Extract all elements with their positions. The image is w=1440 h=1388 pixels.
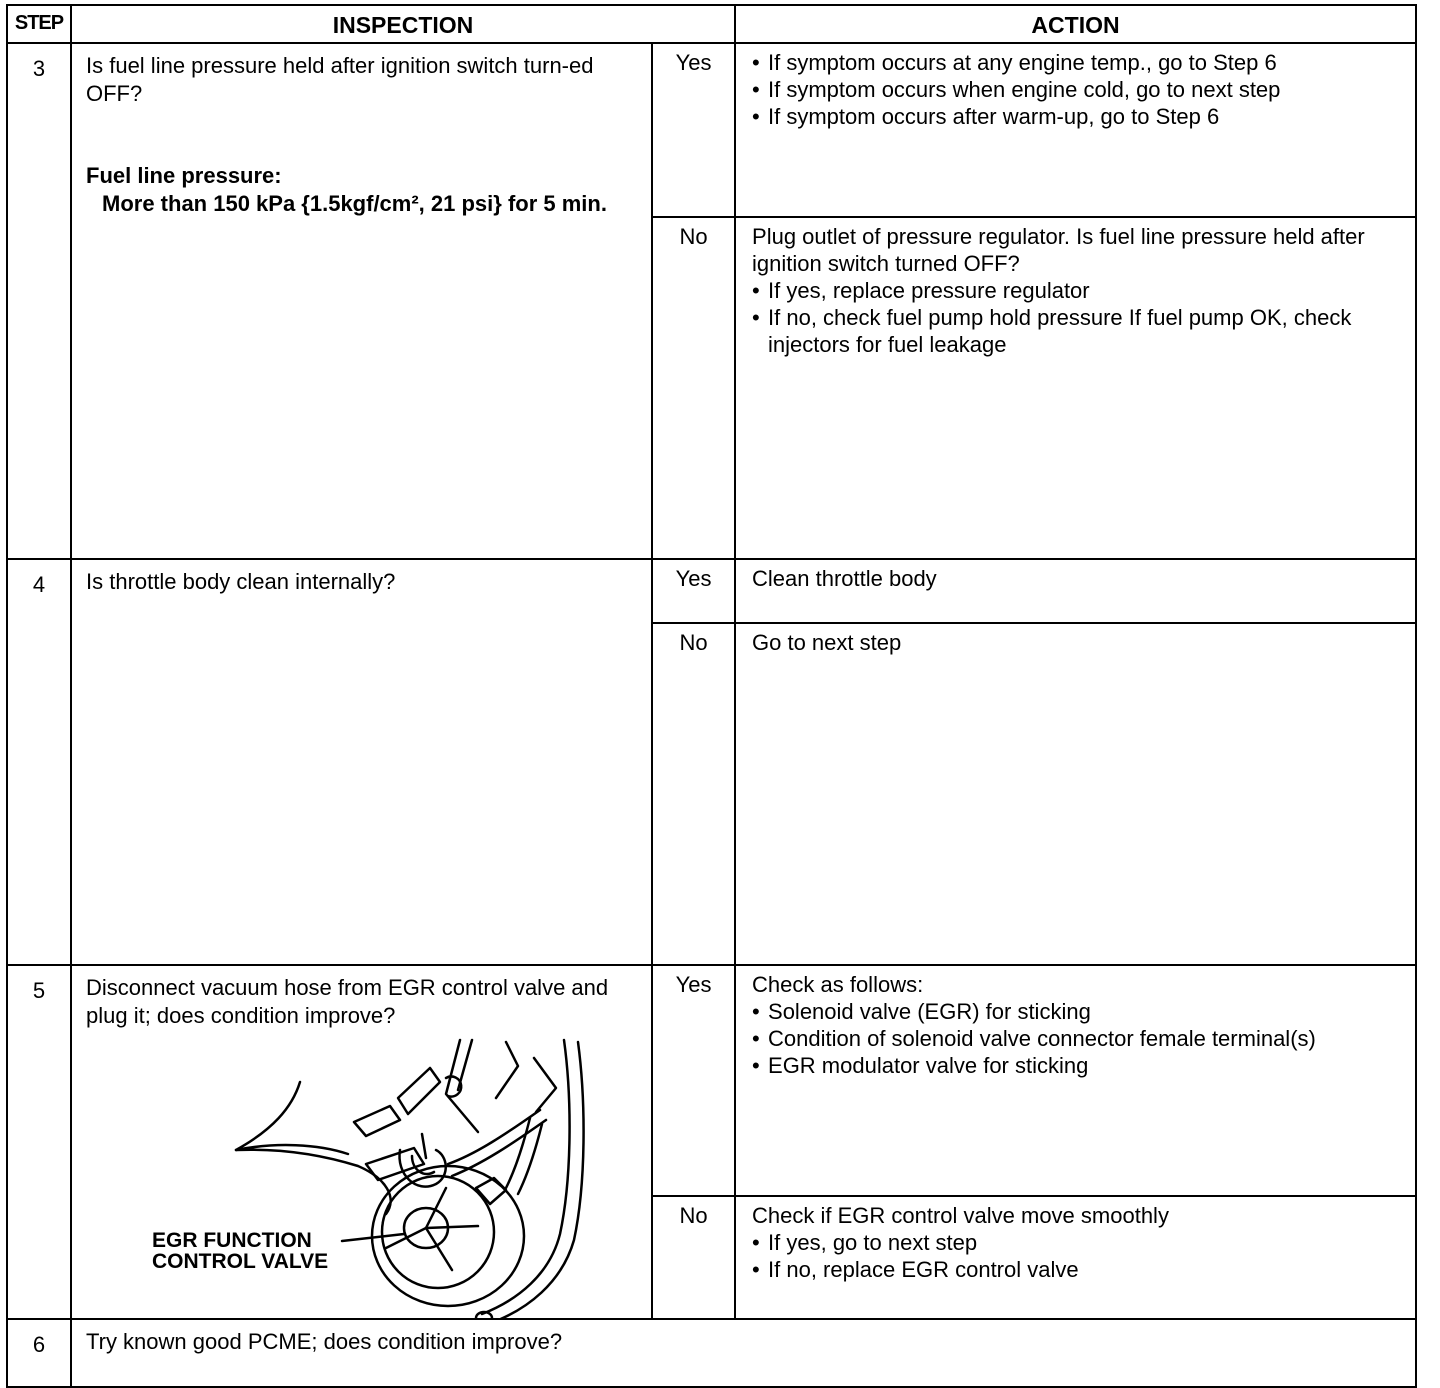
yes-label: Yes bbox=[652, 965, 735, 1196]
no-action bbox=[735, 1196, 1416, 1319]
yes-bullet-list bbox=[752, 998, 1399, 1079]
egr-valve-drawing bbox=[86, 1038, 626, 1318]
yes-action-text: Check as follows: bbox=[752, 972, 924, 997]
spec-label: Fuel line pressure: bbox=[86, 163, 282, 188]
spec-value: More than 150 kPa {1.5kgf/cm², 21 psi} for 5 min. bbox=[102, 191, 607, 216]
no-action-text: Plug outlet of pressure regulator. Is fuel line pressure held after ignition switch turned OFF? bbox=[752, 224, 1365, 276]
list-item: • If yes, go to next step bbox=[752, 1229, 1399, 1256]
diagnostic-table bbox=[6, 4, 1417, 1388]
list-item: • If symptom occurs at any engine temp., go to Step 6 bbox=[752, 49, 1399, 76]
no-action: Go to next step bbox=[735, 623, 1416, 965]
list-item: • If symptom occurs after warm-up, go to Step 6 bbox=[752, 103, 1399, 130]
step-5-yes-row bbox=[7, 965, 1416, 1196]
figure-label-line-2: CONTROL VALVE bbox=[152, 1250, 329, 1273]
list-item: • Solenoid valve (EGR) for sticking bbox=[752, 998, 1399, 1025]
no-bullet-list bbox=[752, 1229, 1399, 1283]
list-item: • Condition of solenoid valve connector female terminal(s) bbox=[752, 1025, 1399, 1052]
inspection-cell bbox=[71, 43, 652, 559]
no-label: No bbox=[652, 217, 735, 559]
no-action bbox=[735, 217, 1416, 559]
step-4-yes-row bbox=[7, 559, 1416, 623]
inspection-text: Disconnect vacuum hose from EGR control valve and plug it; does condition improve? bbox=[86, 975, 609, 1028]
step-6-row bbox=[7, 1319, 1416, 1387]
yes-bullet-list bbox=[752, 49, 1399, 130]
action-header: ACTION bbox=[735, 5, 1416, 43]
inspection-text: Try known good PCME; does condition improve? bbox=[71, 1319, 1416, 1387]
inspection-text: Is fuel line pressure held after ignition switch turn-ed OFF? bbox=[86, 53, 594, 106]
yes-action: Clean throttle body bbox=[735, 559, 1416, 623]
yes-label: Yes bbox=[652, 559, 735, 623]
step-number: 6 bbox=[7, 1319, 71, 1387]
yes-action bbox=[735, 965, 1416, 1196]
step-header: STEP bbox=[7, 5, 71, 43]
list-item: • If yes, replace pressure regulator bbox=[752, 277, 1399, 304]
yes-action bbox=[735, 43, 1416, 217]
list-item: • If symptom occurs when engine cold, go to next step bbox=[752, 76, 1399, 103]
figure-label bbox=[152, 1230, 328, 1272]
list-item: • If no, check fuel pump hold pressure If fuel pump OK, check injectors for fuel leakage bbox=[752, 304, 1399, 358]
step-3-yes-row bbox=[7, 43, 1416, 217]
header-row bbox=[7, 5, 1416, 43]
yes-label: Yes bbox=[652, 43, 735, 217]
step-number: 4 bbox=[7, 559, 71, 965]
no-label: No bbox=[652, 623, 735, 965]
step-number: 5 bbox=[7, 965, 71, 1319]
step-number: 3 bbox=[7, 43, 71, 559]
list-item: • If no, replace EGR control valve bbox=[752, 1256, 1399, 1283]
figure-label-line-1: EGR FUNCTION bbox=[152, 1229, 312, 1252]
inspection-text: Is throttle body clean internally? bbox=[71, 559, 652, 965]
inspection-header: INSPECTION bbox=[71, 5, 735, 43]
inspection-cell bbox=[71, 965, 652, 1319]
egr-valve-illustration bbox=[86, 1038, 626, 1318]
no-action-text: Check if EGR control valve move smoothly bbox=[752, 1203, 1169, 1229]
no-label: No bbox=[652, 1196, 735, 1319]
no-bullet-list bbox=[752, 277, 1399, 358]
list-item: • EGR modulator valve for sticking bbox=[752, 1052, 1399, 1079]
